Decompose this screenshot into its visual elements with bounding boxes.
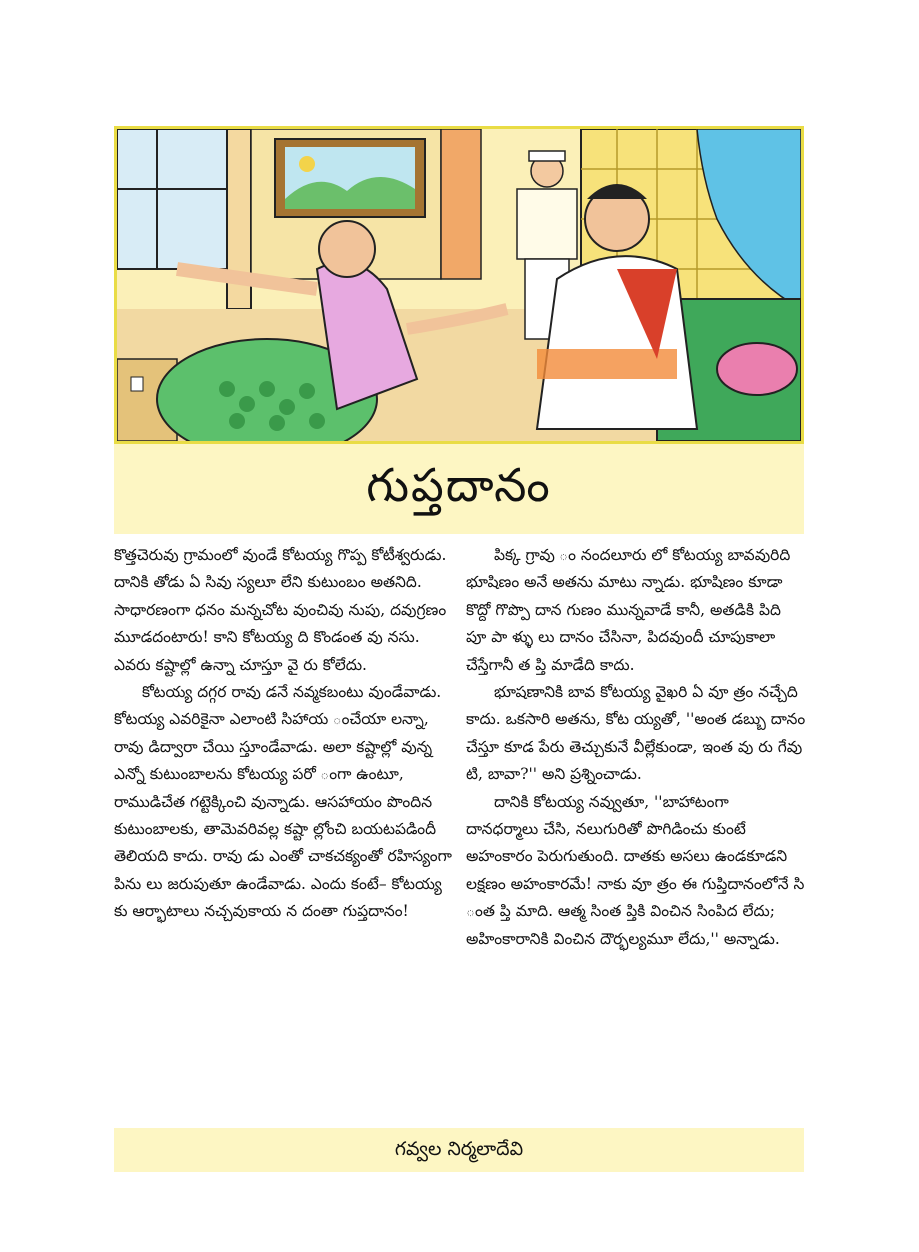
- story-title: గుప్తదానం: [366, 458, 552, 512]
- author-name: గవ్వల నిర్మలాదేవి: [394, 1138, 524, 1160]
- story-illustration: [114, 126, 804, 444]
- paragraph: కొత్తచెరువు గ్రామంలో వుండే కోటయ్య గొప్ప కోటీశ్వరుడు. దానికి తోడు ఏ సివు స్యలూ లేని కుటుంబం అతనిది. సాధారణంగా ధనం మన్నచోట వుంచివు నుపు, దవుగ్రణం మూడదంటారు! కాని కోటయ్య ది కొండంత వు నసు. ఎవరు కష్టాల్లో ఉన్నా చూస్తూ వై రు కోలేదు.: [114, 546, 447, 674]
- left-column: [114, 542, 454, 926]
- title-band: [114, 444, 804, 534]
- illustration-scene: [117, 129, 801, 441]
- paragraph: కోటయ్య దగ్గర రావు డనే నవ్మకబంటు వుండేవాడు. కోటయ్య ఎవరికైనా ఎలాంటి సిహాయ ంచేయా లన్నా, రావు డిద్వారా చేయి స్తూండేవాడు. అలా కష్టాల్లో వున్న ఎన్నో కుటుంబాలను కోటయ్య పరో ంగా ఉంటూ, రాముడిచేత గట్టెక్కించి వున్నాడు. ఆసహాయం పొందిన కుటుంబాలకు, తామెవరివల్ల కష్టా ల్లోంచి బయటపడిందీ తెలియది కాదు. రావు డు ఎంతో చాకచక్యంతో రహిస్యంగా పిను లు జరుపుతూ ఉండేవాడు. ఎందు కంటే– కోటయ్య కు ఆర్భాటాలు నచ్చవుకాయ న దంతా గుప్తదానం!: [114, 683, 452, 921]
- paragraph: భూషణానికి బావ కోటయ్య వైఖరి ఏ వూ త్రం నచ్చేది కాదు. ఒకసారి అతను, కోట య్యతో, ''అంత డబ్బు దానం చేస్తూ కూడ పేరు తెచ్చుకునే వీల్లేకుండా, ఇంత వు రు గేవు టి, బావా?'' అని ప్రశ్నించాడు.: [466, 683, 806, 784]
- author-band: [114, 1128, 804, 1172]
- right-column: [466, 542, 806, 953]
- paragraph: దానికి కోటయ్య నవ్వుతూ, ''బాహాటంగా దానధర్మాలు చేసి, నలుగురితో పొగిడించు కుంటే అహంకారం పెరుగుతుంది. దాతకు అసలు ఉండకూడని లక్షణం అహంకారమే! నాకు వూ త్రం ఈ గుప్తిదానంలోనే సి ంత ప్తి మాది. ఆత్మ సింత ప్తికి వించిన సింపిద లేదు; అహింకారానికి వించిన దౌర్భల్యమూ లేదు,'' అన్నాడు.: [466, 792, 805, 948]
- paragraph: పిక్క గ్రావు ం నందలూరు లో కోటయ్య బావవురిది భూషిణం అనే అతను మాటు న్నాడు. భూషిణం కూడా కొద్దో గొప్పొ దాన గుణం మున్నవాడే కానీ, అతడికి పిది పూ పా ళ్ళు లు దానం చేసినా, పిదవుందీ చూపుకాలా చేస్తేగానీ త ప్తి మాడేది కాదు.: [466, 546, 791, 674]
